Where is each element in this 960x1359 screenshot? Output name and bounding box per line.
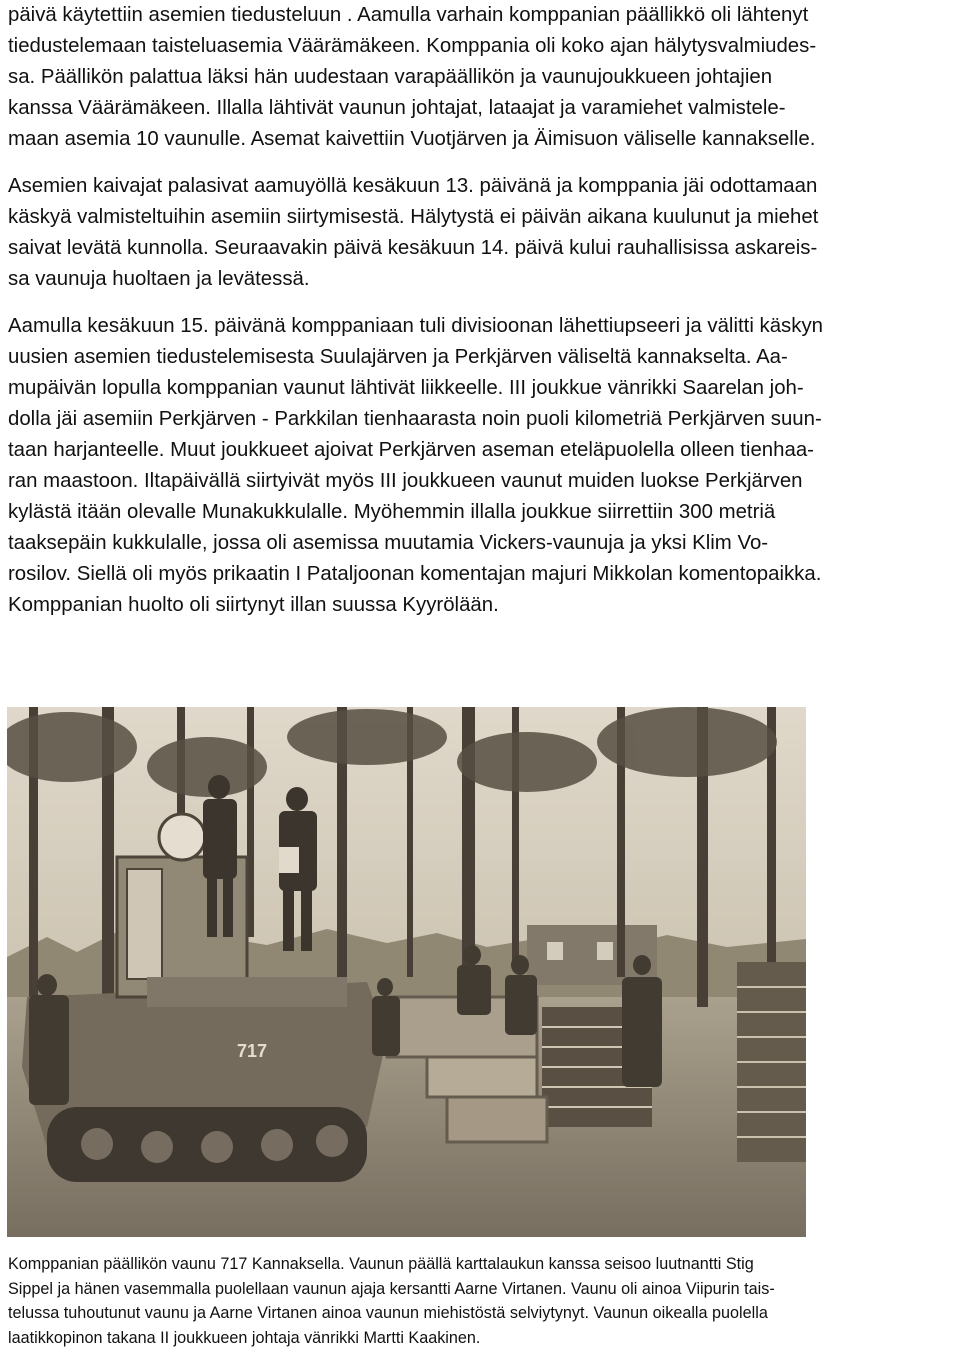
caption-line: telussa tuhoutunut vaunu ja Aarne Virtanen ainoa vaunun miehistöstä selviytynyt. Vaunun oikealla puolella bbox=[8, 1304, 768, 1322]
text-line: sa. Päällikön palattua läksi hän uudestaan varapäällikön ja vaunujoukkueen johtajien bbox=[8, 66, 773, 88]
tank-photo-illustration bbox=[7, 707, 806, 1237]
text-line: Asemien kaivajat palasivat aamuyöllä kesäkuun 13. päivänä ja komppania jäi odottamaan bbox=[8, 175, 818, 197]
text-line: päivä käytettiin asemien tiedusteluun . Aamulla varhain komppanian päällikkö oli lähtenyt bbox=[8, 4, 809, 26]
text-line: taaksepäin kukkulalle, jossa oli asemissa muutamia Vickers-vaunuja ja yksi Klim Vo- bbox=[8, 532, 769, 554]
text-line: dolla jäi asemiin Perkjärven - Parkkilan tienhaarasta noin puoli kilometriä Perkjärven suun- bbox=[8, 408, 822, 430]
text-line: tiedustelemaan taisteluasemia Väärämäkeen. Komppania oli koko ajan hälytysvalmiudes- bbox=[8, 35, 817, 57]
tank-photo bbox=[7, 707, 806, 1237]
text-line: maan asemia 10 vaunulle. Asemat kaivettiin Vuotjärven ja Äimisuon väliselle kannakselle. bbox=[8, 128, 816, 150]
paragraph-2 bbox=[8, 171, 958, 295]
paragraph-1 bbox=[8, 0, 958, 155]
text-line: taan harjanteelle. Muut joukkueet ajoivat Perkjärven aseman eteläpuolella olleen tienhaa- bbox=[8, 439, 814, 461]
text-line: uusien asemien tiedustelemisesta Suulajärven ja Perkjärven väliseltä kannakselta. Aa- bbox=[8, 346, 788, 368]
text-line: rosilov. Siellä oli myös prikaatin I Pataljoonan komentajan majuri Mikkolan komentopaikka. bbox=[8, 563, 822, 585]
photo-caption bbox=[8, 1252, 958, 1350]
tank-number: 717 bbox=[237, 1041, 268, 1061]
caption-line: Sippel ja hänen vasemmalla puolellaan vaunun ajaja kersantti Aarne Virtanen. Vaunu oli ainoa Viipurin tais- bbox=[8, 1279, 775, 1298]
text-line: käskyä valmisteltuihin asemiin siirtymisestä. Hälytystä ei päivän aikana kuulunut ja miehet bbox=[8, 206, 819, 228]
text-line: ran maastoon. Iltapäivällä siirtyivät myös III joukkueen vaunut muiden luokse Perkjärven bbox=[8, 470, 803, 492]
caption-line: Komppanian päällikön vaunu 717 Kannaksella. Vaunun päällä karttalaukun kanssa seisoo luutnantti Stig bbox=[8, 1255, 754, 1273]
text-line: Aamulla kesäkuun 15. päivänä komppaniaan tuli divisioonan lähettiupseeri ja välitti käskyn bbox=[8, 315, 823, 337]
text-line: sa vaunuja huoltaen ja levätessä. bbox=[8, 268, 310, 290]
text-line: saivat levätä kunnolla. Seuraavakin päivä kesäkuun 14. päivä kului rauhallisissa askareis- bbox=[8, 237, 818, 259]
text-line: kanssa Väärämäkeen. Illalla lähtivät vaunun johtajat, lataajat ja varamiehet valmistele- bbox=[8, 97, 786, 119]
paragraph-3 bbox=[8, 311, 958, 621]
text-line: Komppanian huolto oli siirtynyt illan suussa Kyyrölään. bbox=[8, 594, 499, 616]
text-line: mupäivän lopulla komppanian vaunut lähtivät liikkeelle. III joukkue vänrikki Saarelan joh- bbox=[8, 377, 804, 399]
text-line: kylästä itään olevalle Munakukkulalle. Myöhemmin illalla joukkue siirrettiin 300 metriä bbox=[8, 501, 776, 523]
caption-line: laatikkopinon takana II joukkueen johtaja vänrikki Martti Kaakinen. bbox=[8, 1328, 481, 1347]
